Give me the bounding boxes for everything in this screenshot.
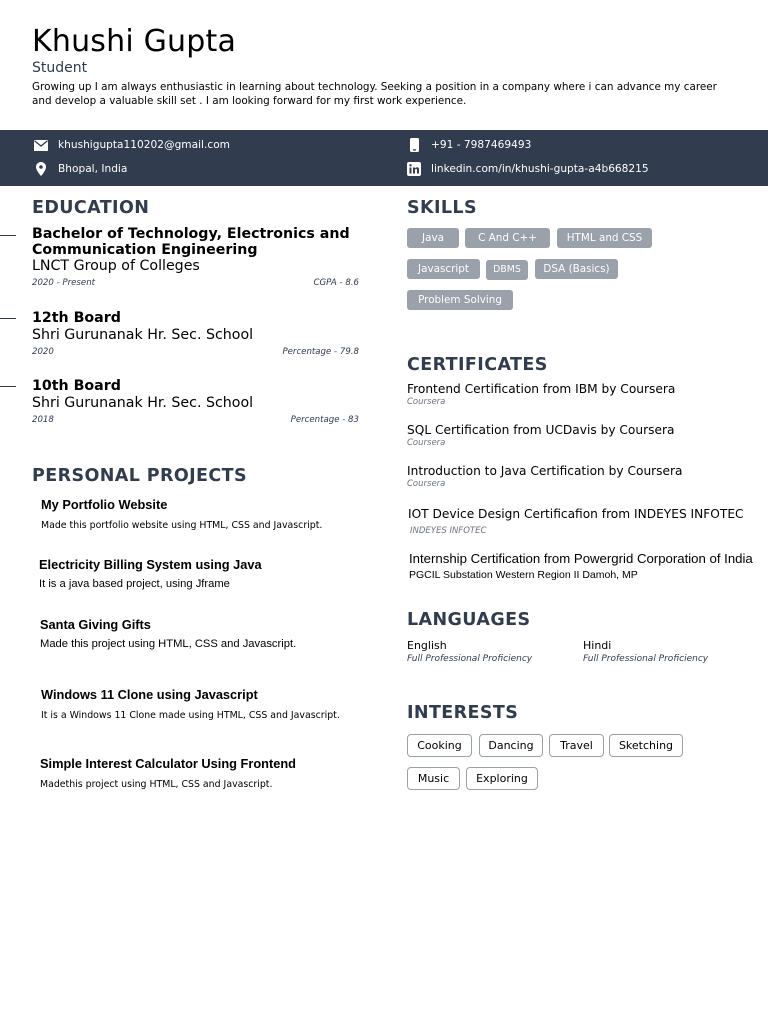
education-degree: 10th Board — [32, 378, 121, 394]
education-item — [32, 311, 359, 357]
interest-tag: Exploring — [466, 767, 538, 790]
project-item — [40, 617, 296, 650]
education-meta — [32, 415, 359, 425]
certificate-issuer: Coursera — [407, 397, 446, 407]
certificate-item — [408, 507, 744, 536]
phone-text: +91 - 7987469493 — [431, 139, 532, 151]
certificate-item — [409, 551, 753, 581]
education-degree: Bachelor of Technology, Electronics and Communication Engineering — [32, 226, 350, 258]
candidate-name: Khushi Gupta — [32, 24, 237, 59]
certificate-item — [407, 423, 674, 448]
certificate-issuer: INDEYES INFOTEC — [410, 526, 487, 536]
education-score: Percentage - 83 — [290, 414, 359, 425]
language-name: English — [407, 639, 447, 652]
interest-tag: Dancing — [479, 734, 543, 757]
timeline-marker — [0, 386, 16, 387]
contact-linkedin[interactable] — [406, 161, 649, 177]
envelope-icon — [33, 137, 49, 153]
certificate-issuer: Coursera — [407, 479, 446, 489]
project-name: Simple Interest Calculator Using Frontend — [40, 756, 296, 771]
skill-tag: Javascript — [407, 259, 480, 279]
projects-heading: PERSONAL PROJECTS — [32, 466, 247, 486]
education-period: 2018 — [32, 414, 54, 425]
interest-tag: Travel — [549, 734, 604, 757]
project-description: Made this portfolio website using HTML, CSS and Javascript. — [41, 520, 323, 531]
certificate-item — [407, 382, 675, 407]
project-description: It is a Windows 11 Clone made using HTML, CSS and Javascript. — [41, 710, 340, 721]
candidate-role: Student — [32, 60, 88, 76]
skill-tag: C And C++ — [465, 228, 550, 248]
location-text: Bhopal, India — [58, 163, 128, 175]
certificate-name: IOT Device Design Certificafion from INDEYES INFOTEC — [408, 507, 744, 521]
education-score: Percentage - 79.8 — [282, 346, 359, 357]
interest-tag: Cooking — [407, 734, 472, 757]
contact-email[interactable] — [33, 137, 230, 153]
language-level: Full Professional Proficiency — [407, 654, 533, 664]
map-pin-icon — [33, 161, 49, 177]
education-school: Shri Gurunanak Hr. Sec. School — [32, 394, 254, 411]
project-name: My Portfolio Website — [41, 497, 168, 512]
language-item — [583, 639, 708, 664]
linkedin-icon — [406, 161, 422, 177]
language-item — [407, 639, 532, 664]
certificate-issuer: Coursera — [407, 438, 446, 448]
skill-tag: DSA (Basics) — [535, 259, 618, 279]
skill-tag: DBMS — [486, 260, 528, 280]
language-name: Hindi — [583, 639, 612, 652]
language-level: Full Professional Proficiency — [583, 654, 709, 664]
certificate-issuer: PGCIL Substation Western Region II Damoh, MP — [409, 569, 638, 581]
project-name: Electricity Billing System using Java — [39, 557, 262, 572]
project-item — [41, 687, 340, 721]
project-description: Made this project using HTML, CSS and Javascript. — [40, 638, 297, 650]
project-description: It is a java based project, using Jframe — [39, 578, 230, 590]
project-item — [40, 756, 296, 790]
interest-tag: Sketching — [609, 734, 683, 757]
education-heading: EDUCATION — [32, 198, 150, 218]
summary-text: Growing up I am always enthusiastic in learning about technology. Seeking a position in a company where i can advance my career and develop a valuable skill set . I am looking forward for my first work experience. — [32, 81, 717, 107]
education-meta — [32, 278, 359, 288]
project-item — [41, 497, 322, 531]
certificate-item — [407, 464, 683, 489]
certificate-name: Frontend Certification from IBM by Coursera — [407, 382, 676, 396]
timeline-marker — [0, 318, 16, 319]
project-item — [39, 557, 262, 590]
linkedin-text: linkedin.com/in/khushi-gupta-a4b668215 — [431, 163, 649, 175]
certificate-name: Internship Certification from Powergrid Corporation of India — [409, 551, 753, 566]
interests-heading: INTERESTS — [407, 703, 519, 723]
certificate-name: Introduction to Java Certification by Coursera — [407, 464, 683, 478]
interest-tag: Music — [407, 767, 460, 790]
education-period: 2020 - Present — [32, 278, 96, 288]
skill-tag: Problem Solving — [407, 290, 513, 310]
skill-tag: HTML and CSS — [557, 228, 652, 248]
project-description: Madethis project using HTML, CSS and Javascript. — [40, 779, 273, 790]
timeline-marker — [0, 235, 16, 236]
certificates-heading: CERTIFICATES — [407, 355, 548, 375]
education-meta — [32, 347, 359, 357]
education-degree: 12th Board — [32, 310, 121, 326]
languages-heading: LANGUAGES — [407, 610, 531, 630]
contact-location — [33, 161, 127, 177]
certificate-name: SQL Certification from UCDavis by Coursera — [407, 423, 675, 437]
resume-header — [32, 24, 742, 108]
education-school: Shri Gurunanak Hr. Sec. School — [32, 326, 254, 343]
project-name: Windows 11 Clone using Javascript — [41, 687, 258, 702]
phone-icon — [406, 137, 422, 153]
education-item — [32, 379, 359, 425]
email-text: khushigupta110202@gmail.com — [58, 139, 230, 151]
skills-heading: SKILLS — [407, 198, 477, 218]
education-period: 2020 — [32, 346, 54, 357]
project-name: Santa Giving Gifts — [40, 617, 151, 632]
education-score: CGPA - 8.6 — [313, 278, 359, 288]
contact-phone[interactable] — [406, 137, 531, 153]
education-item — [32, 227, 359, 288]
skill-tag: Java — [407, 228, 459, 248]
education-school: LNCT Group of Colleges — [32, 258, 200, 274]
